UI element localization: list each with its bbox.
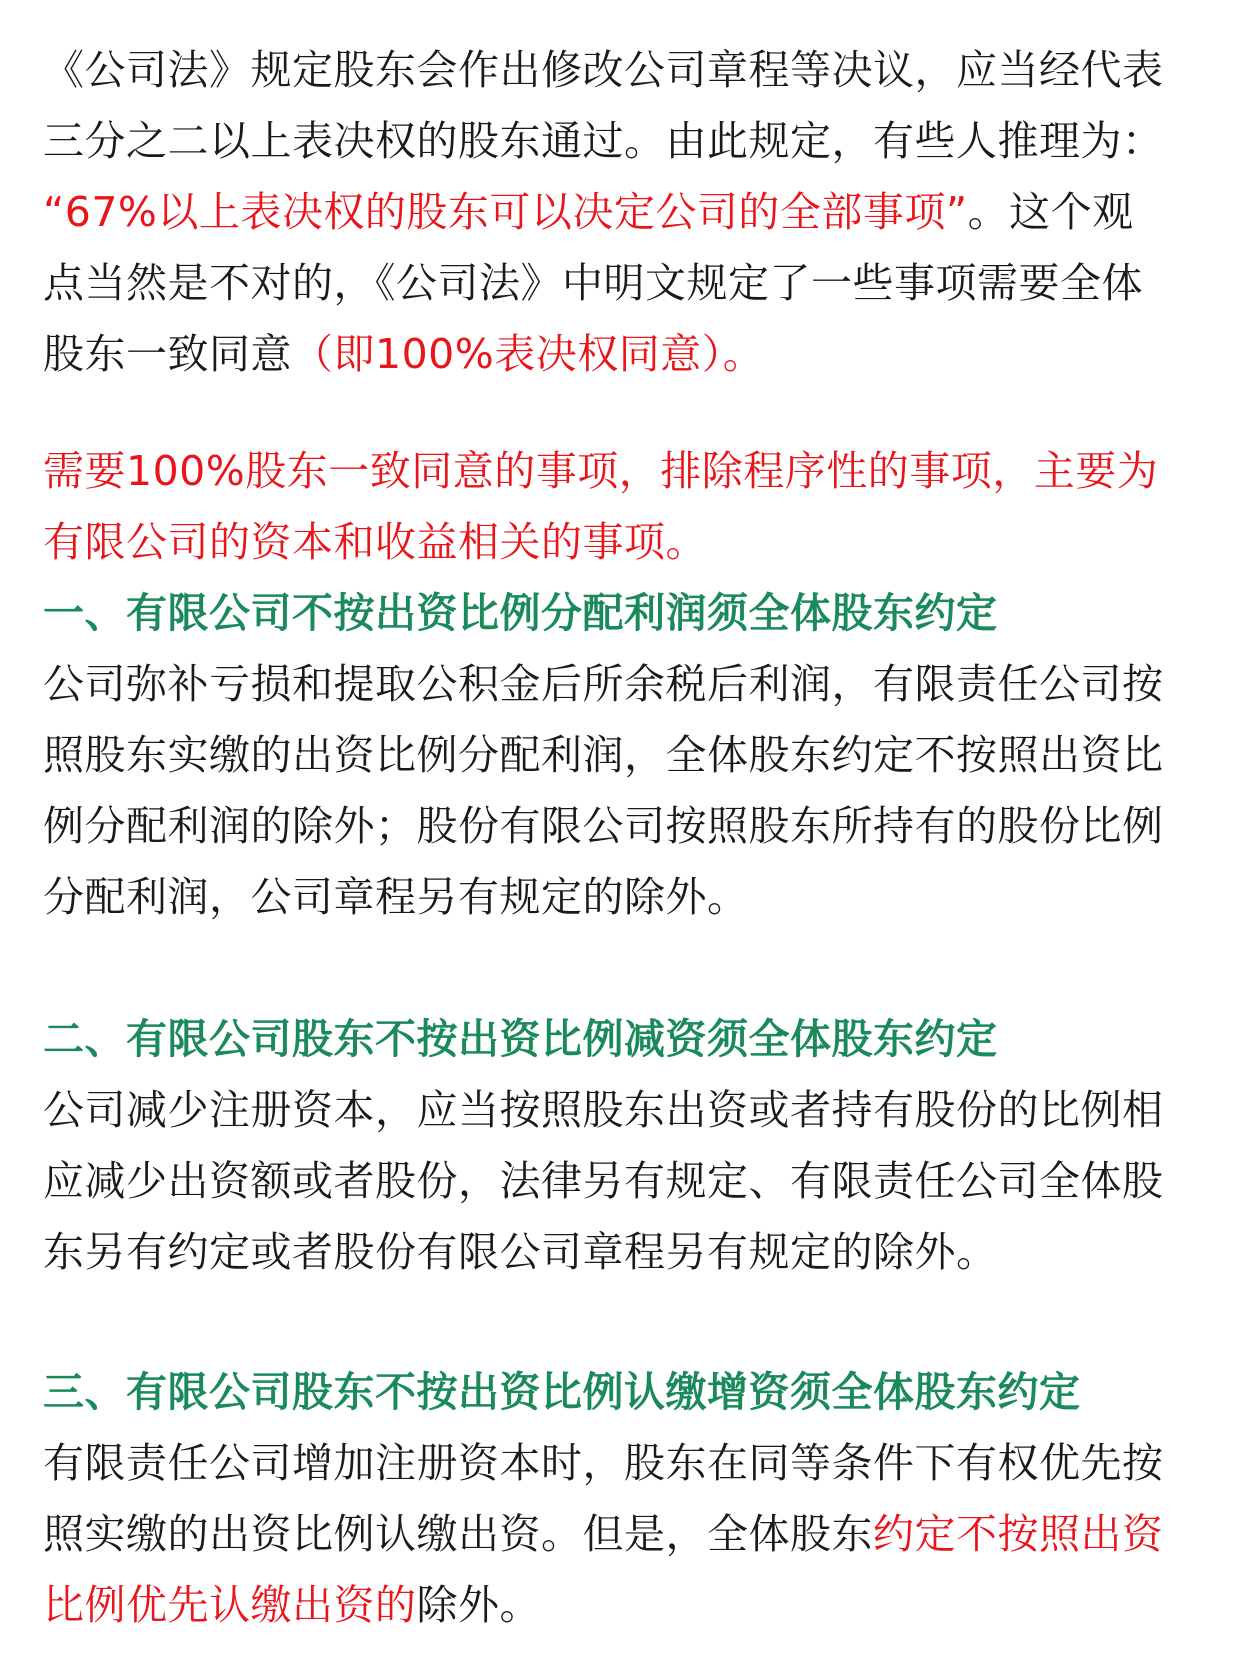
text-line: 例分配利润的除外；股份有限公司按照股东所持有的股份比例: [43, 802, 1164, 850]
text-span: 照实缴的出资比例认缴出资。但是，全体股东: [43, 1510, 873, 1558]
text-span: 股东一致同意: [43, 330, 292, 378]
text-line: [43, 177, 1213, 248]
text-line: 公司弥补亏损和提取公积金后所余税后利润，有限责任公司按: [43, 660, 1164, 708]
text-line: 公司减少注册资本，应当按照股东出资或者持有股份的比例相: [43, 1086, 1164, 1134]
text-span: 除外。: [416, 1581, 541, 1629]
summary-line: 有限公司的资本和收益相关的事项。: [43, 518, 707, 566]
text-line: 有限责任公司增加注册资本时，股东在同等条件下有权优先按: [43, 1439, 1164, 1487]
text-line: 点当然是不对的，《公司法》中明文规定了一些事项需要全体: [43, 259, 1143, 307]
text-line: 三分之二以上表决权的股东通过。由此规定，有些人推理为：: [43, 117, 1164, 165]
highlighted-quote: “67%以上表决权的股东可以决定公司的全部事项”: [43, 188, 968, 236]
text-line: 分配利润，公司章程另有规定的除外。: [43, 873, 749, 921]
summary-line: 需要100%股东一致同意的事项，排除程序性的事项，主要为: [43, 447, 1159, 495]
text-line: [43, 1499, 1213, 1570]
section-2: [43, 1004, 1213, 1288]
section-heading: 二、有限公司股东不按出资比例减资须全体股东约定: [43, 1015, 998, 1063]
text-line: 应减少出资额或者股份，法律另有规定、有限责任公司全体股: [43, 1157, 1164, 1205]
text-line: 东另有约定或者股份有限公司章程另有规定的除外。: [43, 1228, 998, 1276]
text-span: 。这个观: [967, 188, 1134, 236]
highlighted-text: （即100%表决权同意）。: [292, 330, 765, 378]
intro-paragraph: [43, 35, 1213, 390]
section-1: [43, 436, 1213, 933]
section-heading: 三、有限公司股东不按出资比例认缴增资须全体股东约定: [43, 1368, 1081, 1416]
text-line: [43, 1570, 1213, 1641]
text-line: [43, 319, 1213, 390]
section-heading: 一、有限公司不按出资比例分配利润须全体股东约定: [43, 589, 998, 637]
highlighted-text: 约定不按照出资: [873, 1510, 1164, 1558]
text-line: 照股东实缴的出资比例分配利润，全体股东约定不按照出资比: [43, 731, 1164, 779]
highlighted-text: 比例优先认缴出资的: [43, 1581, 417, 1629]
text-line: 《公司法》规定股东会作出修改公司章程等决议，应当经代表: [43, 46, 1164, 94]
section-3: [43, 1357, 1213, 1641]
